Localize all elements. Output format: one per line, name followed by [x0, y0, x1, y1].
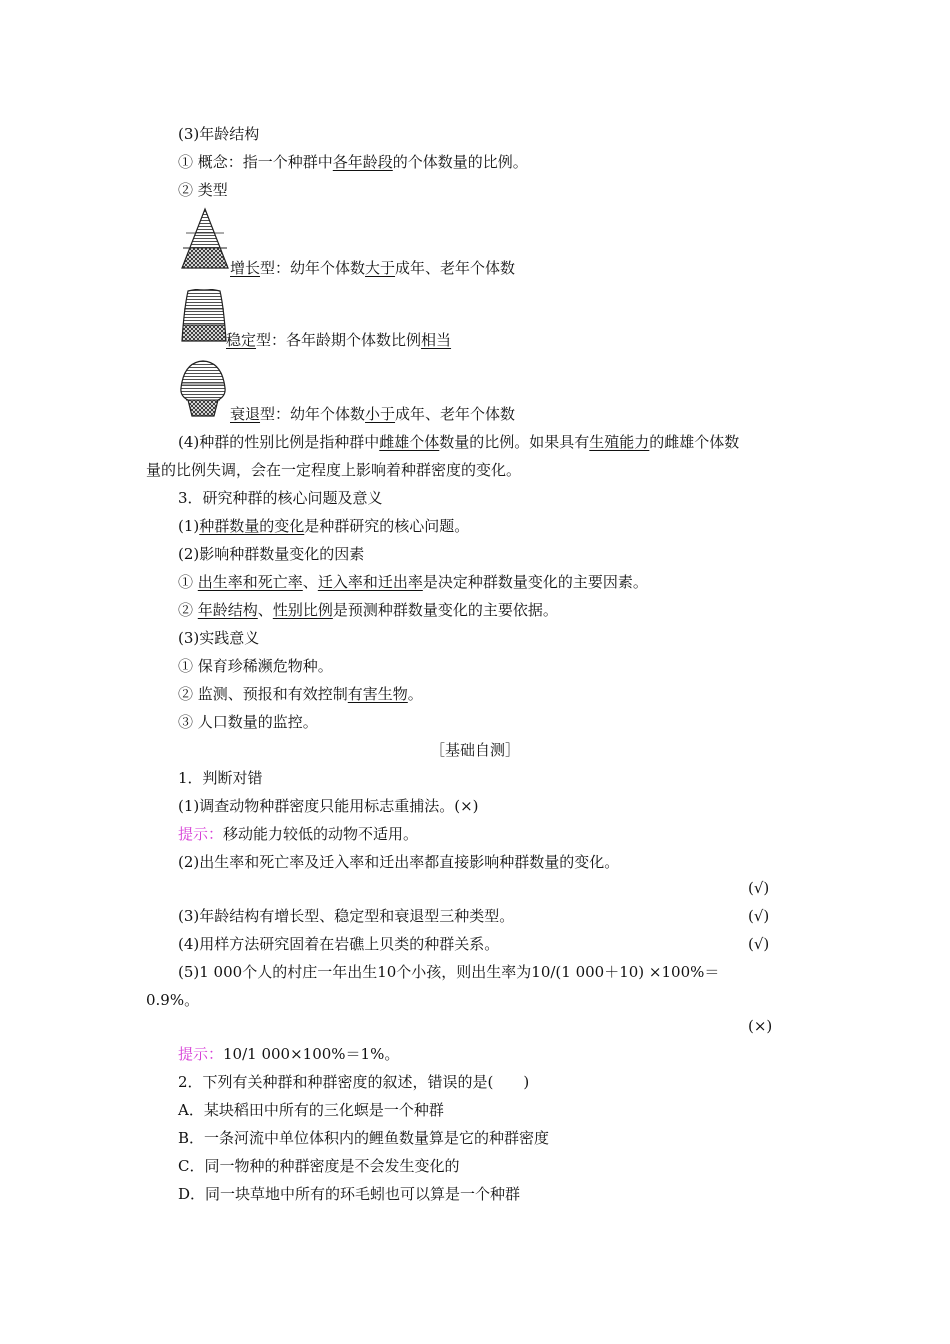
types-label: ② 类型	[178, 181, 228, 199]
decline-type-text-end: 成年、老年个体数	[395, 405, 516, 423]
judge-mark-3: (√)	[748, 907, 770, 925]
growth-type-line	[230, 258, 515, 278]
stable-type-line	[226, 330, 451, 350]
core-text-end: 是种群研究的核心问题。	[304, 517, 470, 535]
growth-type-text: 型：幼年个体数	[260, 259, 366, 277]
core-underlined: 种群数量的变化	[199, 517, 305, 535]
factor-1-sep: 、	[302, 573, 318, 591]
judge-item-2: (2)出生率和死亡率及迁入率和迁出率都直接影响种群数量的变化。	[178, 853, 620, 871]
factor-2-underlined-2: 性别比例	[272, 601, 333, 619]
sex-ratio-underlined-1: 雌雄个体	[379, 433, 440, 451]
judge-item-5-line-2: 0.9%。	[146, 991, 200, 1009]
practice-heading: (3)实践意义	[178, 629, 260, 647]
hint-5	[178, 1044, 399, 1064]
hint-label: 提示：	[178, 825, 224, 843]
factor-1-text: 是决定种群数量变化的主要因素。	[422, 573, 648, 591]
practice-2-end: 。	[407, 685, 423, 703]
concept-underlined: 各年龄段	[332, 153, 393, 171]
sex-ratio-text-end: 的雌雄个体数	[649, 433, 740, 451]
sex-ratio-underlined-2: 生殖能力	[589, 433, 650, 451]
research-heading: 3．研究种群的核心问题及意义	[178, 489, 383, 507]
concept-text: ① 概念：指一个种群中	[178, 153, 333, 171]
judge-item-4: (4)用样方法研究固着在岩礁上贝类的种群关系。	[178, 935, 500, 953]
factor-1-num: ①	[178, 573, 198, 591]
question-2: 2．下列有关种群和种群密度的叙述，错误的是( )	[178, 1073, 530, 1091]
decline-type-name: 衰退	[230, 405, 261, 423]
question-1-heading: 1．判断对错	[178, 769, 263, 787]
concept-text-end: 的个体数量的比例。	[392, 153, 528, 171]
factor-2-underlined-1: 年龄结构	[197, 601, 258, 619]
growth-type-text-end: 成年、老年个体数	[395, 259, 516, 277]
hint-5-text: 10/1 000×100%＝1%。	[223, 1045, 400, 1063]
judge-mark-4: (√)	[748, 935, 770, 953]
pyramid-growth-icon	[180, 207, 230, 271]
judge-item-3: (3)年龄结构有增长型、稳定型和衰退型三种类型。	[178, 907, 515, 925]
pyramid-decline-icon	[178, 360, 228, 418]
pyramid-stable-icon	[180, 289, 228, 343]
growth-type-name: 增长	[230, 259, 261, 277]
practice-2-underlined: 有害生物	[347, 685, 408, 703]
research-core	[178, 516, 469, 536]
factor-2-num: ②	[178, 601, 198, 619]
factor-1-underlined-1: 出生率和死亡率	[197, 573, 303, 591]
self-test-title: ［基础自测］	[429, 741, 520, 759]
growth-type-underlined: 大于	[365, 259, 396, 277]
stable-type-underlined: 相当	[421, 331, 452, 349]
stable-type-name: 稳定	[226, 331, 257, 349]
sex-ratio-line-2: 量的比例失调，会在一定程度上影响着种群密度的变化。	[146, 461, 522, 479]
practice-1: ① 保育珍稀濒危物种。	[178, 657, 333, 675]
age-structure-concept	[178, 152, 528, 172]
judge-mark-5: (×)	[748, 1017, 773, 1035]
judge-item-1: (1)调查动物种群密度只能用标志重捕法。(×)	[178, 797, 479, 815]
factor-2-sep: 、	[257, 601, 273, 619]
stable-type-text: 型：各年龄期个体数比例	[256, 331, 422, 349]
factor-2	[178, 600, 558, 620]
decline-type-text: 型：幼年个体数	[260, 405, 366, 423]
sex-ratio-text-mid: 数量的比例。如果具有	[439, 433, 590, 451]
option-c: C．同一物种的种群密度是不会发生变化的	[178, 1157, 460, 1175]
age-structure-heading: (3)年龄结构	[178, 125, 260, 143]
practice-2	[178, 684, 423, 704]
judge-mark-2: (√)	[748, 879, 770, 897]
factor-1-underlined-2: 迁入率和迁出率	[317, 573, 423, 591]
judge-item-5-line-1: (5)1 000个人的村庄一年出生10个小孩，则出生率为10/(1 000＋10) ×100%＝	[178, 963, 720, 981]
practice-2-text: ② 监测、预报和有效控制	[178, 685, 348, 703]
option-d: D．同一块草地中所有的环毛蚓也可以算是一个种群	[178, 1185, 521, 1203]
option-a: A．某块稻田中所有的三化螟是一个种群	[178, 1101, 444, 1119]
practice-3: ③ 人口数量的监控。	[178, 713, 318, 731]
hint-label: 提示：	[178, 1045, 224, 1063]
decline-type-underlined: 小于	[365, 405, 396, 423]
core-text: (1)	[178, 517, 200, 535]
decline-type-line	[230, 404, 515, 424]
sex-ratio-text: (4)种群的性别比例是指种群中	[178, 433, 380, 451]
factors-heading: (2)影响种群数量变化的因素	[178, 545, 365, 563]
hint-1	[178, 824, 418, 844]
sex-ratio-line-1	[178, 432, 739, 452]
factor-2-text: 是预测种群数量变化的主要依据。	[332, 601, 558, 619]
hint-1-text: 移动能力较低的动物不适用。	[223, 825, 419, 843]
factor-1	[178, 572, 648, 592]
option-b: B．一条河流中单位体积内的鲤鱼数量算是它的种群密度	[178, 1129, 550, 1147]
